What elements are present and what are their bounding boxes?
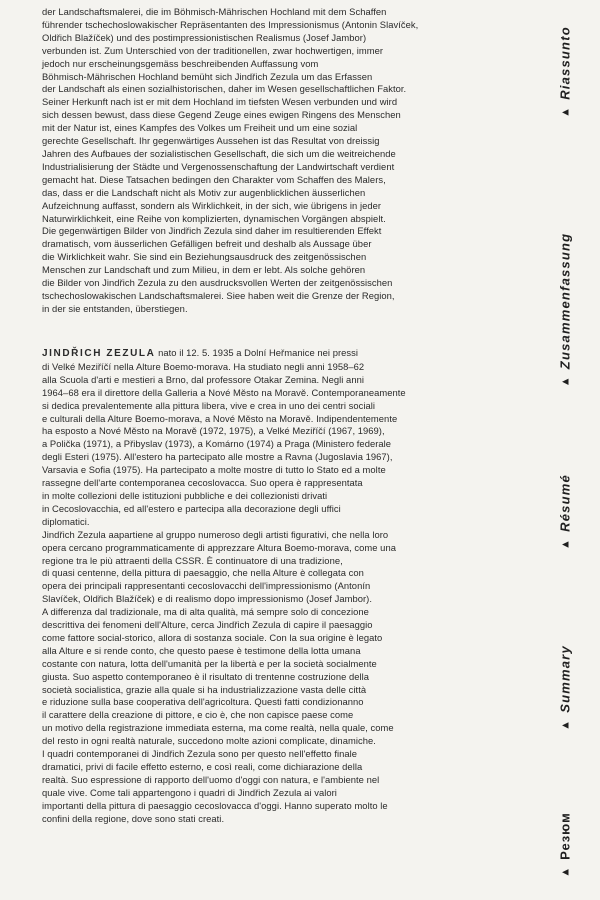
- side-label-riassunto: [558, 26, 573, 118]
- german-text-line: Menschen zur Landschaft und zum Milieu, in dem er lebt. Als solche gehören: [42, 264, 366, 276]
- german-text-line: Naturwirklichkeit, eine Reihe von komplizierten, dynamischen Vorgängen abspielt.: [42, 212, 386, 224]
- italian-text-line: opera dei principali rappresentanti cecoslovacchi dell'impressionismo (Antonín: [42, 580, 371, 592]
- german-text-line: Jahren des Aufbaues der sozialistischen Gesellschaft, die sich um die weitreichende: [42, 147, 396, 159]
- zusammenfassung-label: Zusammenfassung: [557, 232, 573, 370]
- german-text-line: tschechoslowakischen Landschaftsmalerei. Siee haben weit die Grenze der Region,: [42, 289, 395, 301]
- german-summary-text: [42, 6, 527, 316]
- italian-text-line: 1964–68 era il direttore della Galleria a Nové Město na Moravě. Contemporaneamente: [42, 386, 406, 398]
- german-text-line: verbunden ist. Zum Unterschied von der traditionellen, zwar hochwertigen, immer: [42, 44, 384, 56]
- german-text-line: die Wirklichkeit wahr. Sie sind ein Beziehungsausdruck des zeitgenössischen: [42, 251, 367, 263]
- italian-text-line: Slavíček, Oldřich Blažíček) e di realismo dopo impressionismo (Josef Jambor).: [42, 593, 373, 605]
- italian-text-line: regione tra le più attraenti della CSSR. È continuatore di una tradizione,: [42, 554, 343, 566]
- german-text-line: dramatisch, vom äusserlichen Gefälligen befreit und deshalb als Aussage über: [42, 238, 372, 250]
- italian-text-line: in molte collezioni delle istituzioni pubbliche e dei collezionisti drivati: [42, 489, 328, 501]
- italian-text-line: confini della regione, dove sono stati creati.: [42, 812, 225, 824]
- italian-first-line-rest: nato il 12. 5. 1935 a Dolní Heřmanice nei pressi: [155, 347, 359, 358]
- riassunto-label: Riassunto: [557, 26, 573, 100]
- language-index-strip: [548, 0, 582, 900]
- italian-text-line: diplomatici.: [42, 515, 90, 527]
- german-text-line: mit der Natur ist, eines Kampfes des Volkes um Freiheit und um eine sozial: [42, 122, 358, 134]
- italian-text-line: di Velké Meziříčí nella Alture Boemo-morava. Ha studiato negli anni 1958–62: [42, 360, 365, 372]
- german-text-line: sich dessen bewust, dass diese Gegend Zeuge eines ewigen Ringens des Menschen: [42, 109, 401, 121]
- italian-text-line: Jindřich Zezula aapartiene al gruppo numeroso degli artisti figurativi, che nella loro: [42, 528, 389, 540]
- italian-text-line: società socialistica, grazie alla quale si ha industrializzazione vasta delle città: [42, 683, 367, 695]
- italian-text-line: alla Alture e si rende conto, che questo paese è testimone della lotta umana: [42, 644, 361, 656]
- italian-text-line: e riduzione sulla base cooperativa dell'agricoltura. Questi fatti condizionanno: [42, 696, 364, 708]
- italian-text-line: quale vive. Come tali appartengono i quadri di Jindřich Zezula ai valori: [42, 786, 337, 798]
- italian-text-line: costante con natura, lotta dell'umanità per la libertà e per la società socialmente: [42, 657, 377, 669]
- triangle-marker-icon: ▲: [559, 718, 571, 731]
- german-text-line: führender tschechoslowakischer Repräsentanten des Impressionismus (Antonin Slavíček,: [42, 18, 419, 30]
- german-text-line: Industrialisierung der Städte und Vergenossenschaftung der Landwirtschaft verdient: [42, 160, 395, 172]
- italian-text-line: si dedica prevalentemente alla pittura libera, vive e crea in uno dei centri sociali: [42, 399, 376, 411]
- italian-text-line: del resto in ogni realtà naturale, succedono molte azioni complicate, dinamiche.: [42, 735, 376, 747]
- german-text-line: Oldřich Blažíček) und des postimpressionistischen Realismus (Josef Jambor): [42, 31, 367, 43]
- italian-text-line: di quasi centenne, della pittura di paesaggio, che nella Alture è collegata con: [42, 567, 364, 579]
- side-label-summary: [558, 645, 573, 731]
- russian-summary-label: Резюм: [557, 812, 573, 860]
- italian-text-line: dramatici, privi di facile effetto esterno, e così reali, come dichiarazione della: [42, 761, 363, 772]
- triangle-marker-icon: ▲: [559, 105, 571, 118]
- italian-text-line: il carattere della creazione di pittore, e cio è, che non capisce paese come: [42, 709, 354, 721]
- german-text-line: der Landschaftsmalerei, die im Böhmisch-Mährischen Hochland mit dem Schaffen: [42, 6, 387, 17]
- german-text-line: in der sie entstanden, überstiegen.: [42, 302, 188, 314]
- italian-text-line: rassegne dell'arte contemporanea cecoslovacca. Suo opera è rappresentata: [42, 477, 363, 489]
- german-text-line: Seiner Herkunft nach ist er mit dem Hochland im tiefsten Wesen verbunden und wird: [42, 96, 398, 108]
- german-text-line: jedoch nur erscheinungsgemäss beschreibenden Auffassung vom: [42, 57, 319, 69]
- artist-name-heading: JINDŘICH ZEZULA: [42, 348, 156, 359]
- triangle-marker-icon: ▲: [559, 865, 571, 878]
- italian-text-line: e culturali della Alture Boemo-morava, a Nové Město na Moravě. Indipendentemente: [42, 412, 398, 424]
- triangle-marker-icon: ▲: [559, 375, 571, 388]
- italian-text-line: come fattore social-storico, allora di sostanza sociale. Con la sua origine è legato: [42, 631, 383, 643]
- german-text-line: gemacht hat. Diese Tatsachen bedingen den Charakter vom Schaffen des Malers,: [42, 173, 386, 185]
- italian-text-line: un motivo della registrazione immediata esterna, ma come realtà, nella quale, come: [42, 722, 394, 734]
- italian-text-line: a Polička (1971), a Přibyslav (1973), a Komárno (1974) a Praga (Ministero federale: [42, 438, 392, 450]
- german-text-line: die Bilder von Jindřich Zezula zu den ausdrucksvollen Werten der zeitgenössischen: [42, 277, 393, 289]
- italian-text-line: opera cercano programmaticamente di apprezzare Altura Boemo-morava, come una: [42, 541, 396, 553]
- german-text-line: gerechte Gesellschaft. Ihr gegenwärtiges Aussehen ist das Resultat von dreissig: [42, 135, 380, 147]
- side-label-zusammenfassung: [558, 233, 573, 388]
- triangle-marker-icon: ▲: [559, 537, 571, 550]
- side-label-russian: [558, 812, 573, 877]
- german-text-line: Böhmisch-Mährischen Hochland bemüht sich Jindřich Zezula um das Erfassen: [42, 70, 373, 82]
- german-text-line: das, dass er die Landschaft nicht als Motiv zur augenblicklichen äusserlichen: [42, 186, 366, 198]
- italian-text-line: degli Esteri (1975). All'estero ha partecipato alle mostre a Ravna (Jugoslavia 1967),: [42, 451, 393, 463]
- side-label-resume: [558, 474, 573, 550]
- italian-text-line: alla Scuola d'arti e mestieri a Brno, dal professore Otakar Zemina. Negli anni: [42, 373, 364, 385]
- resume-label: Résumé: [557, 474, 573, 532]
- italian-text-line: in Cecoslovacchia, ed all'estero e partecipa alla decorazione degli uffici: [42, 502, 341, 514]
- italian-first-line: [42, 347, 527, 361]
- german-text-line: Die gegenwärtigen Bilder von Jindřich Zezula sind daher im resultierenden Effekt: [42, 225, 382, 237]
- italian-text-line: ha esposto a Nové Město na Moravě (1972, 1975), a Velké Meziříčí (1967, 1969),: [42, 425, 385, 437]
- german-text-line: der Landschaft als einen sozialhistorischen, daher im Wesen gesellschaftlichen Faktor.: [42, 83, 407, 95]
- italian-text-line: giusta. Suo aspetto contemporaneo è il risultato di trentenne costruzione della: [42, 670, 370, 682]
- italian-paragraph: [42, 347, 527, 826]
- italian-text-line: importanti della pittura di paesaggio cecoslovacca d'oggi. Hanno superato molto le: [42, 799, 388, 811]
- italian-text-line: realtà. Suo espressione di rapporto dell'uomo d'oggi con natura, e l'ambiente nel: [42, 773, 380, 785]
- italian-text-line: Varsavia e Sofia (1975). Ha partecipato a molte mostre di tutto lo Stato ed a molte: [42, 464, 386, 476]
- italian-text-line: A differenza dal tradizionale, ma di alta qualità, má sempre solo di concezione: [42, 606, 369, 618]
- italian-summary-text: [42, 347, 527, 826]
- italian-text-line: I quadri contemporanei di Jindřich Zezula sono per questo nell'effetto finale: [42, 748, 358, 760]
- italian-text-line: descrittiva dei fenomeni dell'Alture, cerca Jindřich Zezula di capire il paesaggio: [42, 619, 373, 631]
- german-text-line: Aufzeichnung auffasst, sondern als Wirklichkeit, in der sich, wie übrigens in jeder: [42, 199, 382, 211]
- summary-label: Summary: [557, 645, 573, 713]
- german-paragraph: [42, 6, 527, 316]
